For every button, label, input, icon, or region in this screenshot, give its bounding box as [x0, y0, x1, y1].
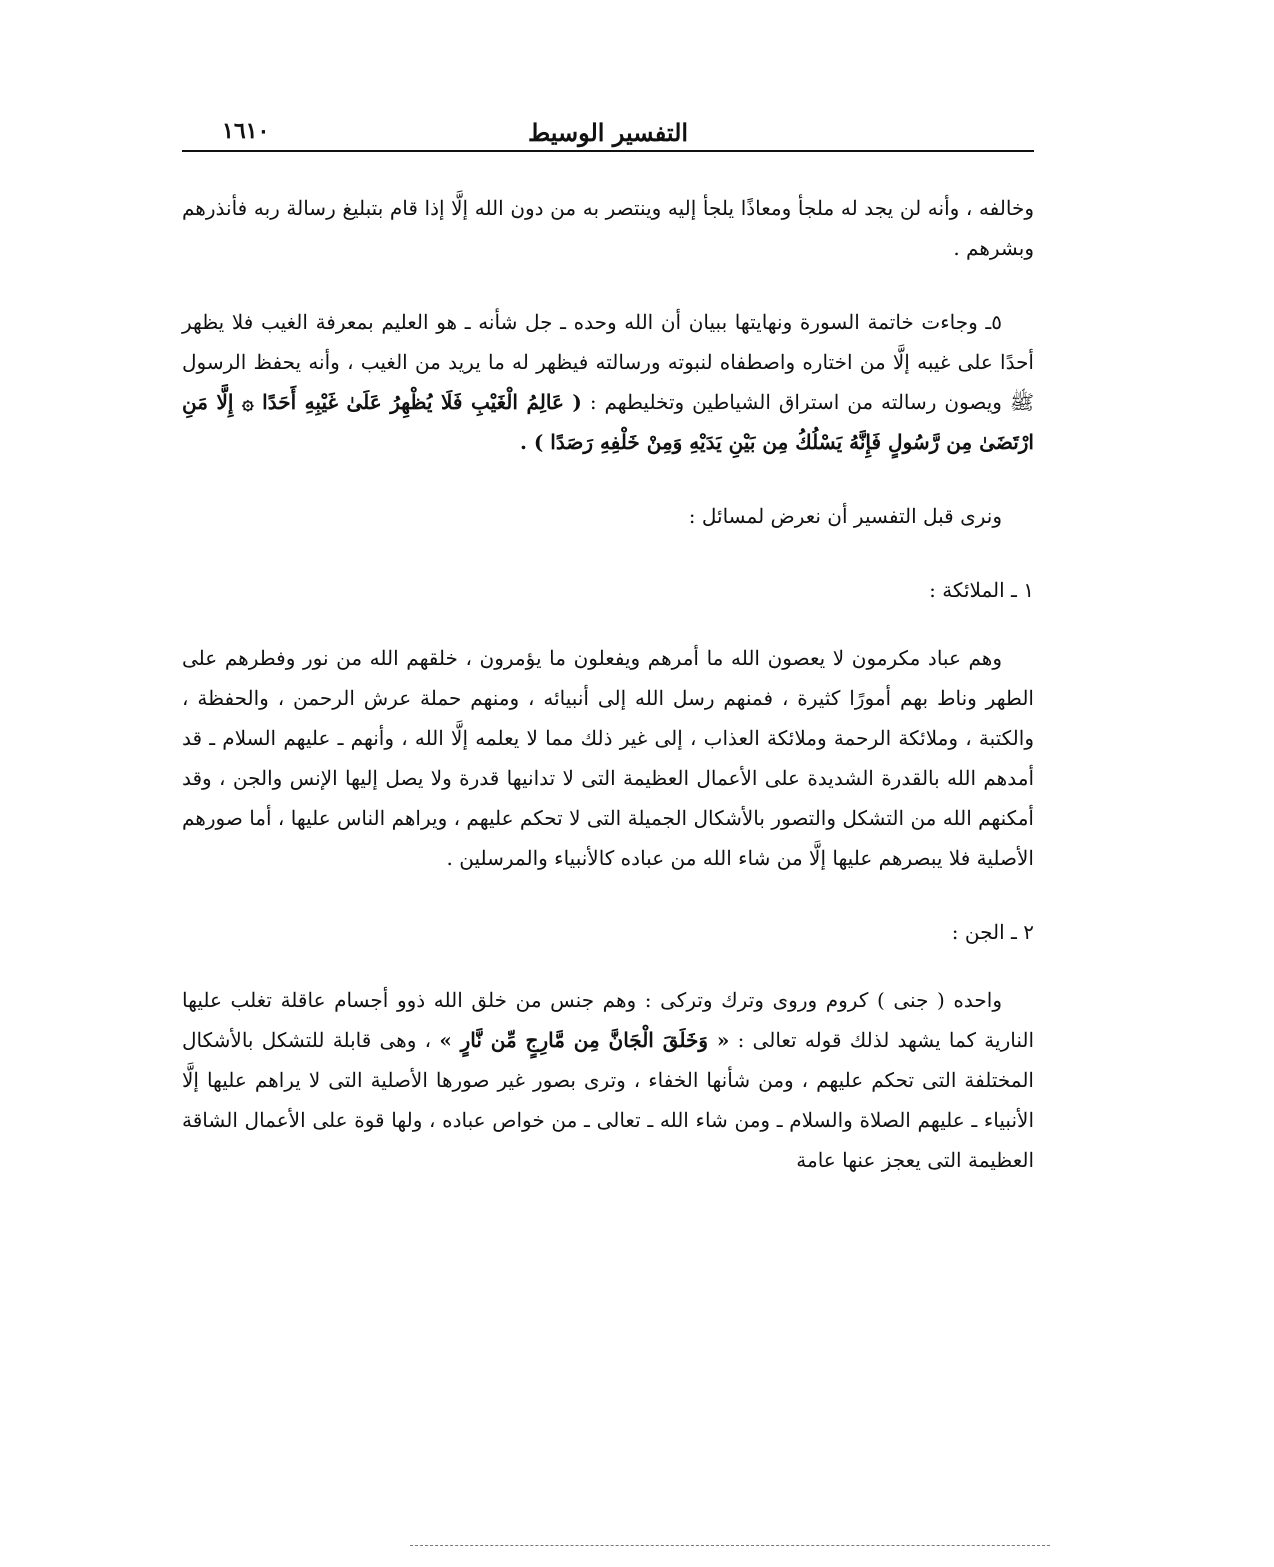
running-title: التفسير الوسيط [527, 118, 689, 147]
page-number: ١٦١٠ [222, 118, 270, 144]
paragraph-gap [182, 536, 1034, 570]
paragraph-gap [182, 268, 1034, 302]
section-heading-angels: ١ ـ الملائكة : [929, 578, 1034, 602]
paragraph-surah-ending [182, 302, 1034, 462]
paragraph-gap [182, 610, 1034, 638]
paragraph-gap [182, 462, 1034, 496]
quran-verse: ( عَالِمُ الْغَيْبِ فَلَا يُظْهِرُ عَلَىٰ غَيْبِهِ أَحَدًا ۞ إِلَّا مَنِ ارْتَضَىٰ مِن رَّسُولٍ فَإِنَّهُ يَسْلُكُ مِن بَيْنِ يَدَيْهِ وَمِنْ خَلْفِهِ رَصَدًا ) . [182, 390, 1034, 454]
bottom-dashed-rule [410, 1545, 1050, 1546]
paragraph-text: ٥ـ وجاءت خاتمة السورة ونهايتها ببيان أن الله وحده ـ جل شأنه ـ هو العليم بمعرفة الغيب فلا يظهر أحدًا على غيبه إلَّا من اختاره واصطفاه لنبوته ورسالته فيظهر له ما يريد من الغيب ، وأنه يحفظ الرسول ﷺ ويصون رسالته من استراق الشياطين وتخليطهم : [182, 310, 1034, 414]
quran-verse: « وَخَلَقَ الْجَانَّ مِن مَّارِجٍ مِّن نَّارٍ » [439, 1028, 730, 1052]
paragraph-jinn [182, 980, 1034, 1180]
page-header [182, 118, 1034, 152]
paragraph-continuation: وخالفه ، وأنه لن يجد له ملجأ ومعاذًا يلجأ إليه وينتصر به من دون الله إلَّا إذا قام بتبليغ رسالة ربه فأنذرهم وبشرهم . [182, 196, 1034, 260]
paragraph-angels: وهم عباد مكرمون لا يعصون الله ما أمرهم ويفعلون ما يؤمرون ، خلقهم الله من نور وفطرهم على الطهر وناط بهم أمورًا كثيرة ، فمنهم رسل الله إلى أنبيائه ، ومنهم حملة عرش الرحمن ، والحفظة ، والكتبة ، وملائكة الرحمة وملائكة العذاب ، إلى غير ذلك مما لا يعلمه إلَّا الله ، وأنهم ـ عليهم السلام ـ قد أمدهم الله بالقدرة الشديدة على الأعمال العظيمة التى لا تدانيها قدرة ولا يصل إليها الإنس والجن ، وقد أمكنهم الله من التشكل والتصور بالأشكال الجميلة التى لا تحكم عليهم ، ويراهم الناس عليها ، أما صورهم الأصلية فلا يبصرهم عليها إلَّا من شاء الله من عباده كالأنبياء والمرسلين . [182, 646, 1034, 870]
section-heading-jinn: ٢ ـ الجن : [951, 920, 1034, 944]
body-text [182, 188, 1034, 1180]
paragraph-text: واحده ( جنى ) كروم وروى وترك وتركى : وهم جنس من خلق الله ذوو أجسام عاقلة تغلب عليها النارية كما يشهد لذلك قوله تعالى : [182, 988, 1035, 1052]
paragraph-gap [182, 878, 1034, 912]
paragraph-gap [182, 952, 1034, 980]
header-rule [182, 150, 1034, 152]
paragraph-text: ، وهى قابلة للتشكل بالأشكال المختلفة التى تحكم عليهم ، ومن شأنها الخفاء ، وترى بصور غير صورها الأصلية التى لا يراهم عليها إلَّا الأنبياء ـ عليهم الصلاة والسلام ـ ومن شاء الله ـ تعالى ـ من خواص عباده ، ولها قوة على الأعمال الشاقة العظيمة التى يعجز عنها عامة [182, 1028, 1034, 1172]
paragraph-intro-issues: ونرى قبل التفسير أن نعرض لمسائل : [688, 504, 1002, 528]
